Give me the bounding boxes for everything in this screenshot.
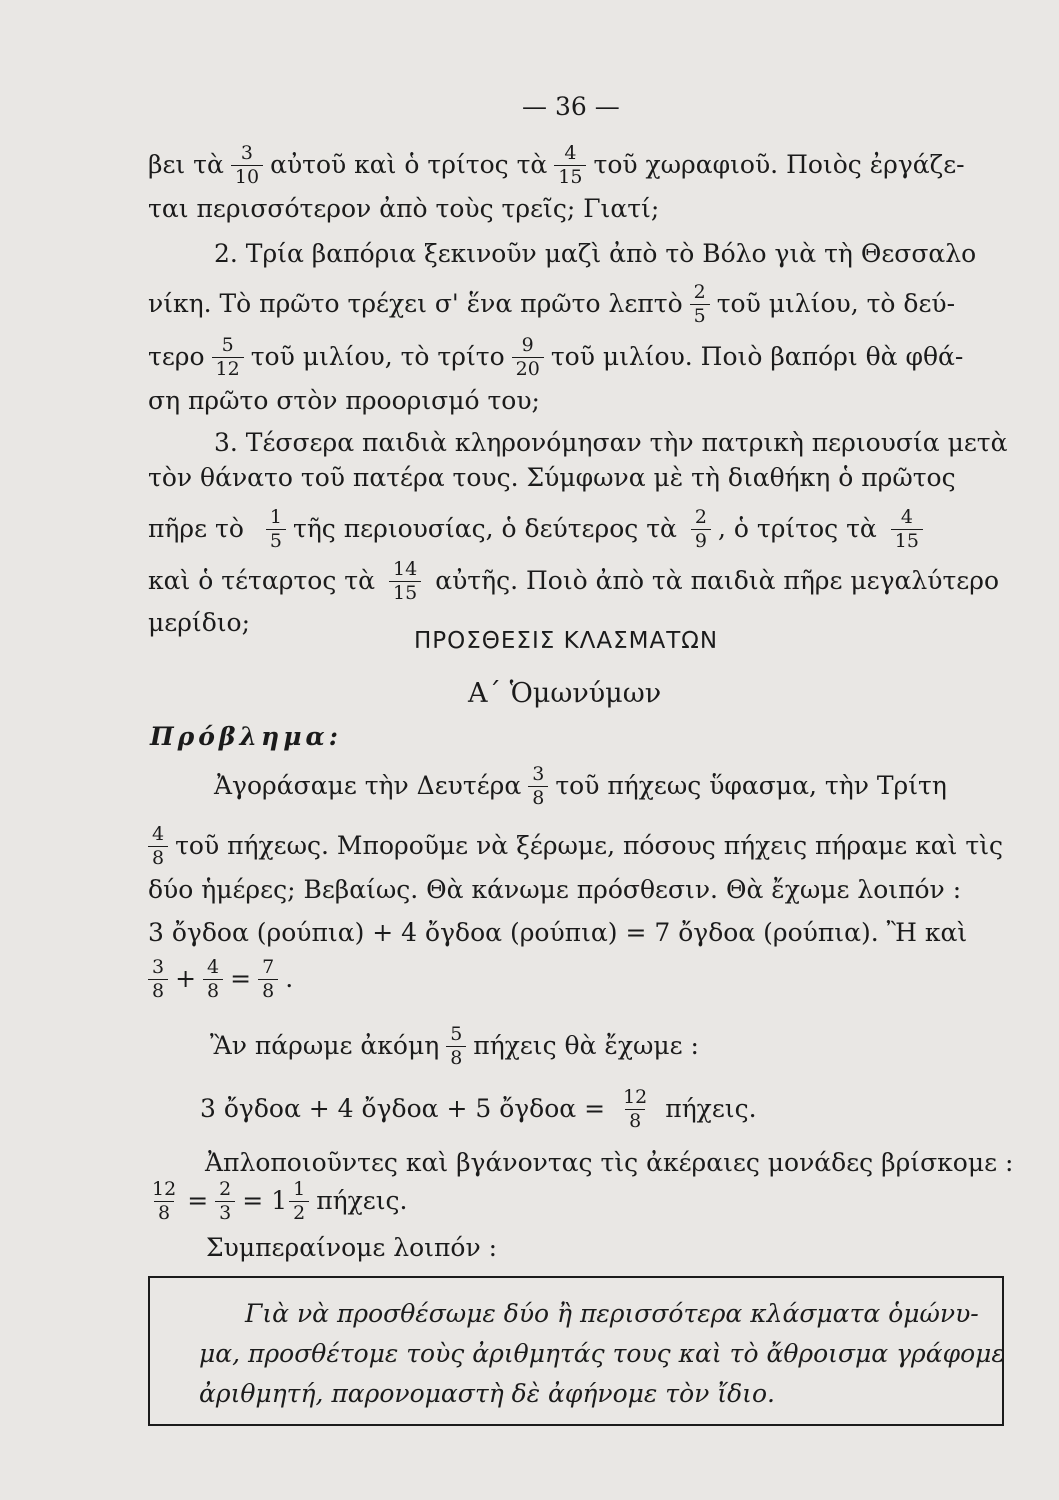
numerator: 3: [152, 956, 165, 978]
numerator: 3: [532, 763, 545, 785]
text-line: ται περισσότερον ἀπὸ τοὺς τρεῖς; Γιατί;: [148, 194, 660, 223]
rule-text: [199, 1294, 1005, 1414]
numerator: 9: [521, 334, 534, 356]
fraction: [446, 1024, 466, 1069]
text-segment: .: [285, 964, 294, 993]
denominator: 8: [148, 846, 168, 869]
text-line: [148, 336, 1006, 381]
equals-sign: =: [187, 1186, 209, 1215]
numerator: 2: [693, 281, 706, 303]
text-segment: τοῦ πήχεως. Μποροῦμε νὰ ξέρωμε, πόσους πήχεις πήραμε καὶ τὶς: [175, 831, 1004, 860]
text-segment: πήχεις θὰ ἔχωμε :: [473, 1031, 699, 1060]
text-segment: 3 ὄγδοα + 4 ὄγδοα + 5 ὄγδοα =: [200, 1094, 606, 1123]
rule-line: ἀριθμητή, παρονομαστὴ δὲ ἀφήνομε τὸν ἴδιο.: [199, 1379, 775, 1408]
fraction: [690, 282, 710, 327]
fraction: [528, 764, 548, 809]
fraction: [215, 1179, 235, 1224]
denominator: 15: [389, 581, 421, 604]
denominator: 3: [215, 1201, 235, 1224]
text-line: 3. Τέσσερα παιδιὰ κληρονόμησαν τὴν πατρικὴ περιουσία μετὰ: [214, 428, 1008, 457]
rule-box: [148, 1276, 1004, 1426]
rule-line: μα, προσθέτομε τοὺς ἀριθμητάς τους καὶ τὸ ἄθροισμα γράφομε: [199, 1339, 1005, 1368]
text-line: 3 ὄγδοα (ρούπια) + 4 ὄγδοα (ρούπια) = 7 ὄγδοα (ρούπια). Ἢ καὶ: [148, 918, 968, 947]
fraction: [148, 1179, 180, 1224]
numerator: 4: [207, 956, 220, 978]
text-line: ση πρῶτο στὸν προορισμό του;: [148, 386, 540, 415]
denominator: 8: [528, 786, 548, 809]
denominator: 2: [289, 1201, 309, 1224]
text-segment: πήχεις.: [316, 1186, 408, 1215]
text-segment: αὐτῆς. Ποιὸ ἀπὸ τὰ παιδιὰ πῆρε μεγαλύτερο: [435, 566, 999, 595]
fraction: [266, 507, 286, 552]
text-line: δύο ἡμέρες; Βεβαίως. Θὰ κάνωμε πρόσθεσιν. Θὰ ἔχωμε λοιπόν :: [148, 875, 962, 904]
numerator: 4: [900, 506, 913, 528]
denominator: 8: [154, 1201, 174, 1224]
denominator: 8: [203, 979, 223, 1002]
denominator: 8: [446, 1046, 466, 1069]
text-segment: πήχεις.: [665, 1094, 757, 1123]
numerator: 12: [623, 1086, 648, 1108]
denominator: 5: [690, 304, 710, 327]
text-line: [148, 560, 1006, 605]
denominator: 12: [212, 357, 244, 380]
equals-sign: =: [242, 1186, 264, 1215]
denominator: 8: [625, 1109, 645, 1132]
text-segment: τοῦ μιλίου, τὸ τρίτο: [250, 342, 505, 371]
text-segment: Ἀγοράσαμε τὴν Δευτέρα: [214, 771, 522, 800]
fraction: [512, 335, 544, 380]
text-segment: βει τὰ: [148, 150, 224, 179]
denominator: 10: [231, 165, 263, 188]
text-line: [148, 1180, 1006, 1225]
text-line: 2. Τρία βαπόρια ξεκινοῦν μαζὶ ἀπὸ τὸ Βόλο γιὰ τὴ Θεσσαλο: [214, 239, 977, 268]
fraction: [691, 507, 711, 552]
numerator: 12: [152, 1178, 177, 1200]
fraction: [554, 143, 586, 188]
plus-sign: +: [175, 964, 197, 993]
text-segment: τοῦ χωραφιοῦ. Ποιὸς ἐργάζε-: [593, 150, 965, 179]
numerator: 2: [694, 506, 708, 528]
fraction: [231, 143, 263, 188]
equals-sign: =: [230, 964, 252, 993]
text-line: [148, 144, 1006, 189]
denominator: 15: [554, 165, 586, 188]
section-heading: ΠΡΟΣΘΕΣΙΣ ΚΛΑΣΜΑΤΩΝ: [414, 628, 719, 654]
fraction: [289, 1179, 309, 1224]
numerator: 1: [293, 1178, 306, 1200]
text-line: μερίδιο;: [148, 608, 251, 637]
text-segment: τοῦ πήχεως ὕφασμα, τὴν Τρίτη: [555, 771, 947, 800]
denominator: 15: [891, 529, 923, 552]
denominator: 8: [148, 979, 168, 1002]
text-segment: Ἂν πάρωμε ἀκόμη: [210, 1031, 440, 1060]
denominator: 20: [512, 357, 544, 380]
page-number: — 36 —: [522, 92, 620, 121]
text-segment: πῆρε τὸ: [148, 514, 244, 543]
numerator: 5: [450, 1023, 463, 1045]
text-line: [148, 508, 1006, 553]
text-line: [148, 825, 1006, 870]
text-segment: τοῦ μιλίου. Ποιὸ βαπόρι θὰ φθά-: [550, 342, 964, 371]
numerator: 2: [219, 1178, 232, 1200]
text-line: τὸν θάνατο τοῦ πατέρα τους. Σύμφωνα μὲ τὴ διαθήκη ὁ πρῶτος: [148, 463, 956, 492]
fraction: [203, 957, 223, 1002]
text-segment: νίκη. Τὸ πρῶτο τρέχει σ' ἕνα πρῶτο λεπτὸ: [148, 289, 683, 318]
text-line: [200, 1088, 1006, 1133]
text-segment: αὐτοῦ καὶ ὁ τρίτος τὰ: [270, 150, 548, 179]
whole-number: 1: [271, 1186, 288, 1215]
denominator: 9: [691, 529, 711, 552]
section-subheading: Α΄ Ὁμωνύμων: [468, 678, 662, 709]
numerator: 4: [564, 142, 577, 164]
text-line: [210, 1025, 1006, 1070]
fraction: [212, 335, 244, 380]
fraction: [891, 507, 923, 552]
problem-label: Πρόβλημα:: [150, 722, 342, 751]
text-segment: , ὁ τρίτος τὰ: [718, 514, 877, 543]
numerator: 1: [269, 506, 282, 528]
fraction: [619, 1087, 651, 1132]
text-segment: τερο: [148, 342, 205, 371]
rule-line: Γιὰ νὰ προσθέσωμε δύο ἢ περισσότερα κλάσματα ὁμώνυ-: [245, 1299, 979, 1328]
numerator: 5: [221, 334, 234, 356]
text-segment: τοῦ μιλίου, τὸ δεύ-: [716, 289, 956, 318]
numerator: 7: [262, 956, 275, 978]
fraction: [148, 957, 168, 1002]
text-line: [148, 283, 1006, 328]
text-line: Συμπεραίνομε λοιπόν :: [206, 1233, 498, 1262]
denominator: 5: [266, 529, 286, 552]
text-line: Ἀπλοποιοῦντες καὶ βγάνοντας τὶς ἀκέραιες μονάδες βρίσκομε :: [205, 1148, 1014, 1177]
numerator: 14: [393, 558, 418, 580]
text-segment: τῆς περιουσίας, ὁ δεύτερος τὰ: [292, 514, 677, 543]
fraction: [258, 957, 278, 1002]
numerator: 3: [240, 142, 254, 164]
text-line: [148, 958, 1006, 1003]
denominator: 8: [258, 979, 278, 1002]
numerator: 4: [152, 823, 165, 845]
fraction: [389, 559, 421, 604]
fraction: [148, 824, 168, 869]
text-segment: καὶ ὁ τέταρτος τὰ: [148, 566, 375, 595]
text-line: [214, 765, 1006, 810]
